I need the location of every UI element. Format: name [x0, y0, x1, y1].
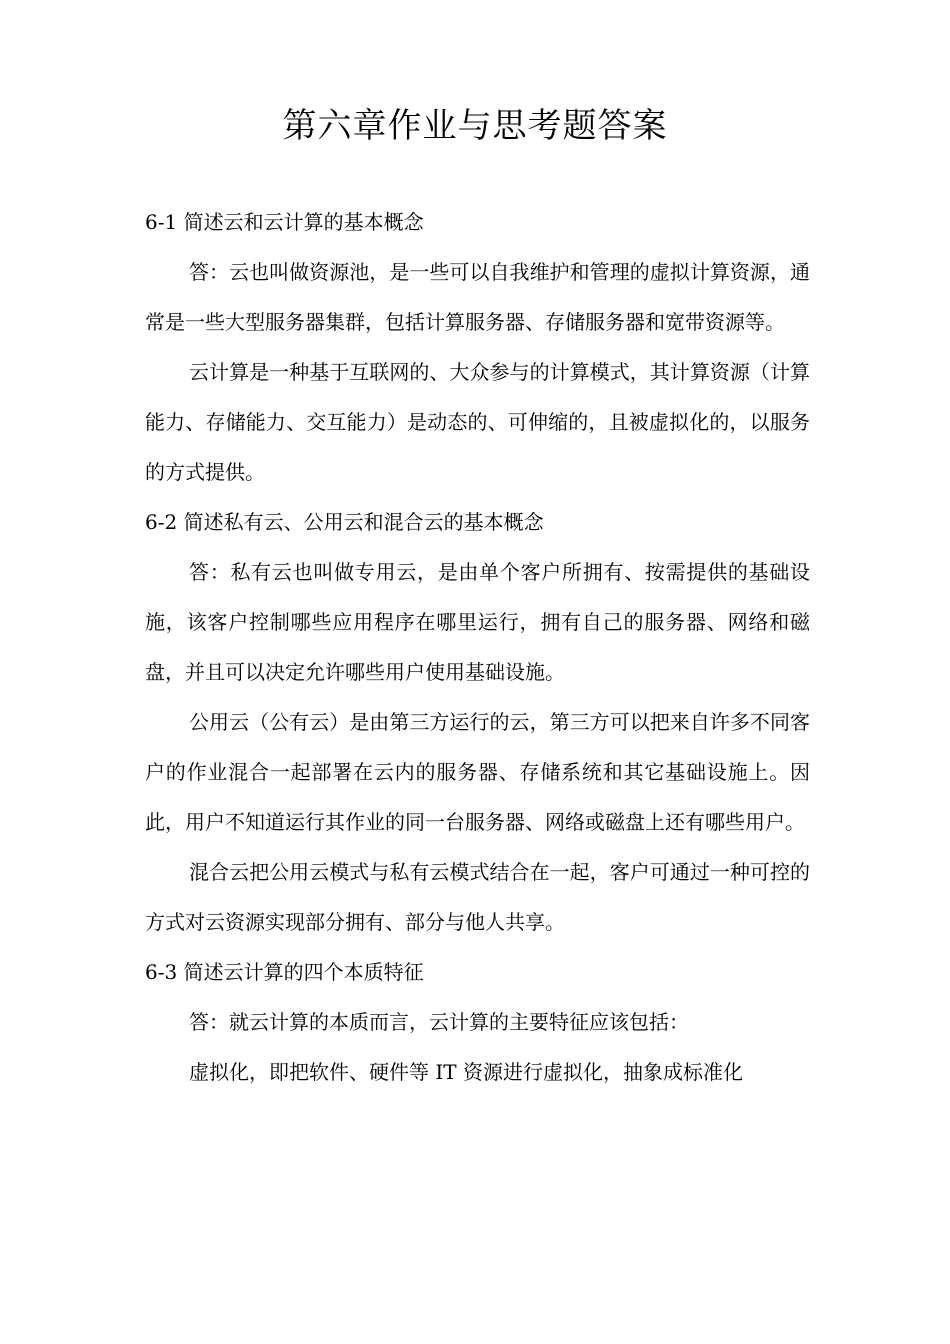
document-title: 第六章作业与思考题答案: [282, 106, 668, 146]
answer-paragraph: 公用云（公有云）是由第三方运行的云，第三方可以把来自许多不同客户的作业混合一起部署在云内的服务器、存储系统和其它基础设施上。因此，用户不知道运行其作业的同一台服务器、网络或磁盘上还有哪些用户。: [145, 710, 810, 834]
question-heading: 6-2 简述私有云、公用云和混合云的基本概念: [145, 510, 544, 534]
answer-paragraph: 答：就云计算的本质而言，云计算的主要特征应该包括：: [189, 1010, 689, 1034]
question-heading: 6-3 简述云计算的四个本质特征: [145, 960, 424, 984]
question-heading: 6-1 简述云和云计算的基本概念: [145, 210, 424, 234]
answer-paragraph: 答：私有云也叫做专用云，是由单个客户所拥有、按需提供的基础设施，该客户控制哪些应用程序在哪里运行，拥有自己的服务器、网络和磁盘，并且可以决定允许哪些用户使用基础设施。: [145, 560, 810, 684]
answer-paragraph: 答：云也叫做资源池，是一些可以自我维护和管理的虚拟计算资源，通常是一些大型服务器集群，包括计算服务器、存储服务器和宽带资源等。: [145, 260, 810, 334]
document-body: [145, 197, 810, 1097]
answer-paragraph: 云计算是一种基于互联网的、大众参与的计算模式，其计算资源（计算能力、存储能力、交互能力）是动态的、可伸缩的，且被虚拟化的，以服务的方式提供。: [145, 360, 810, 484]
answer-paragraph: 虚拟化，即把软件、硬件等 IT 资源进行虚拟化，抽象成标准化: [189, 1060, 743, 1084]
answer-paragraph: 混合云把公用云模式与私有云模式结合在一起，客户可通过一种可控的方式对云资源实现部分拥有、部分与他人共享。: [145, 860, 810, 934]
